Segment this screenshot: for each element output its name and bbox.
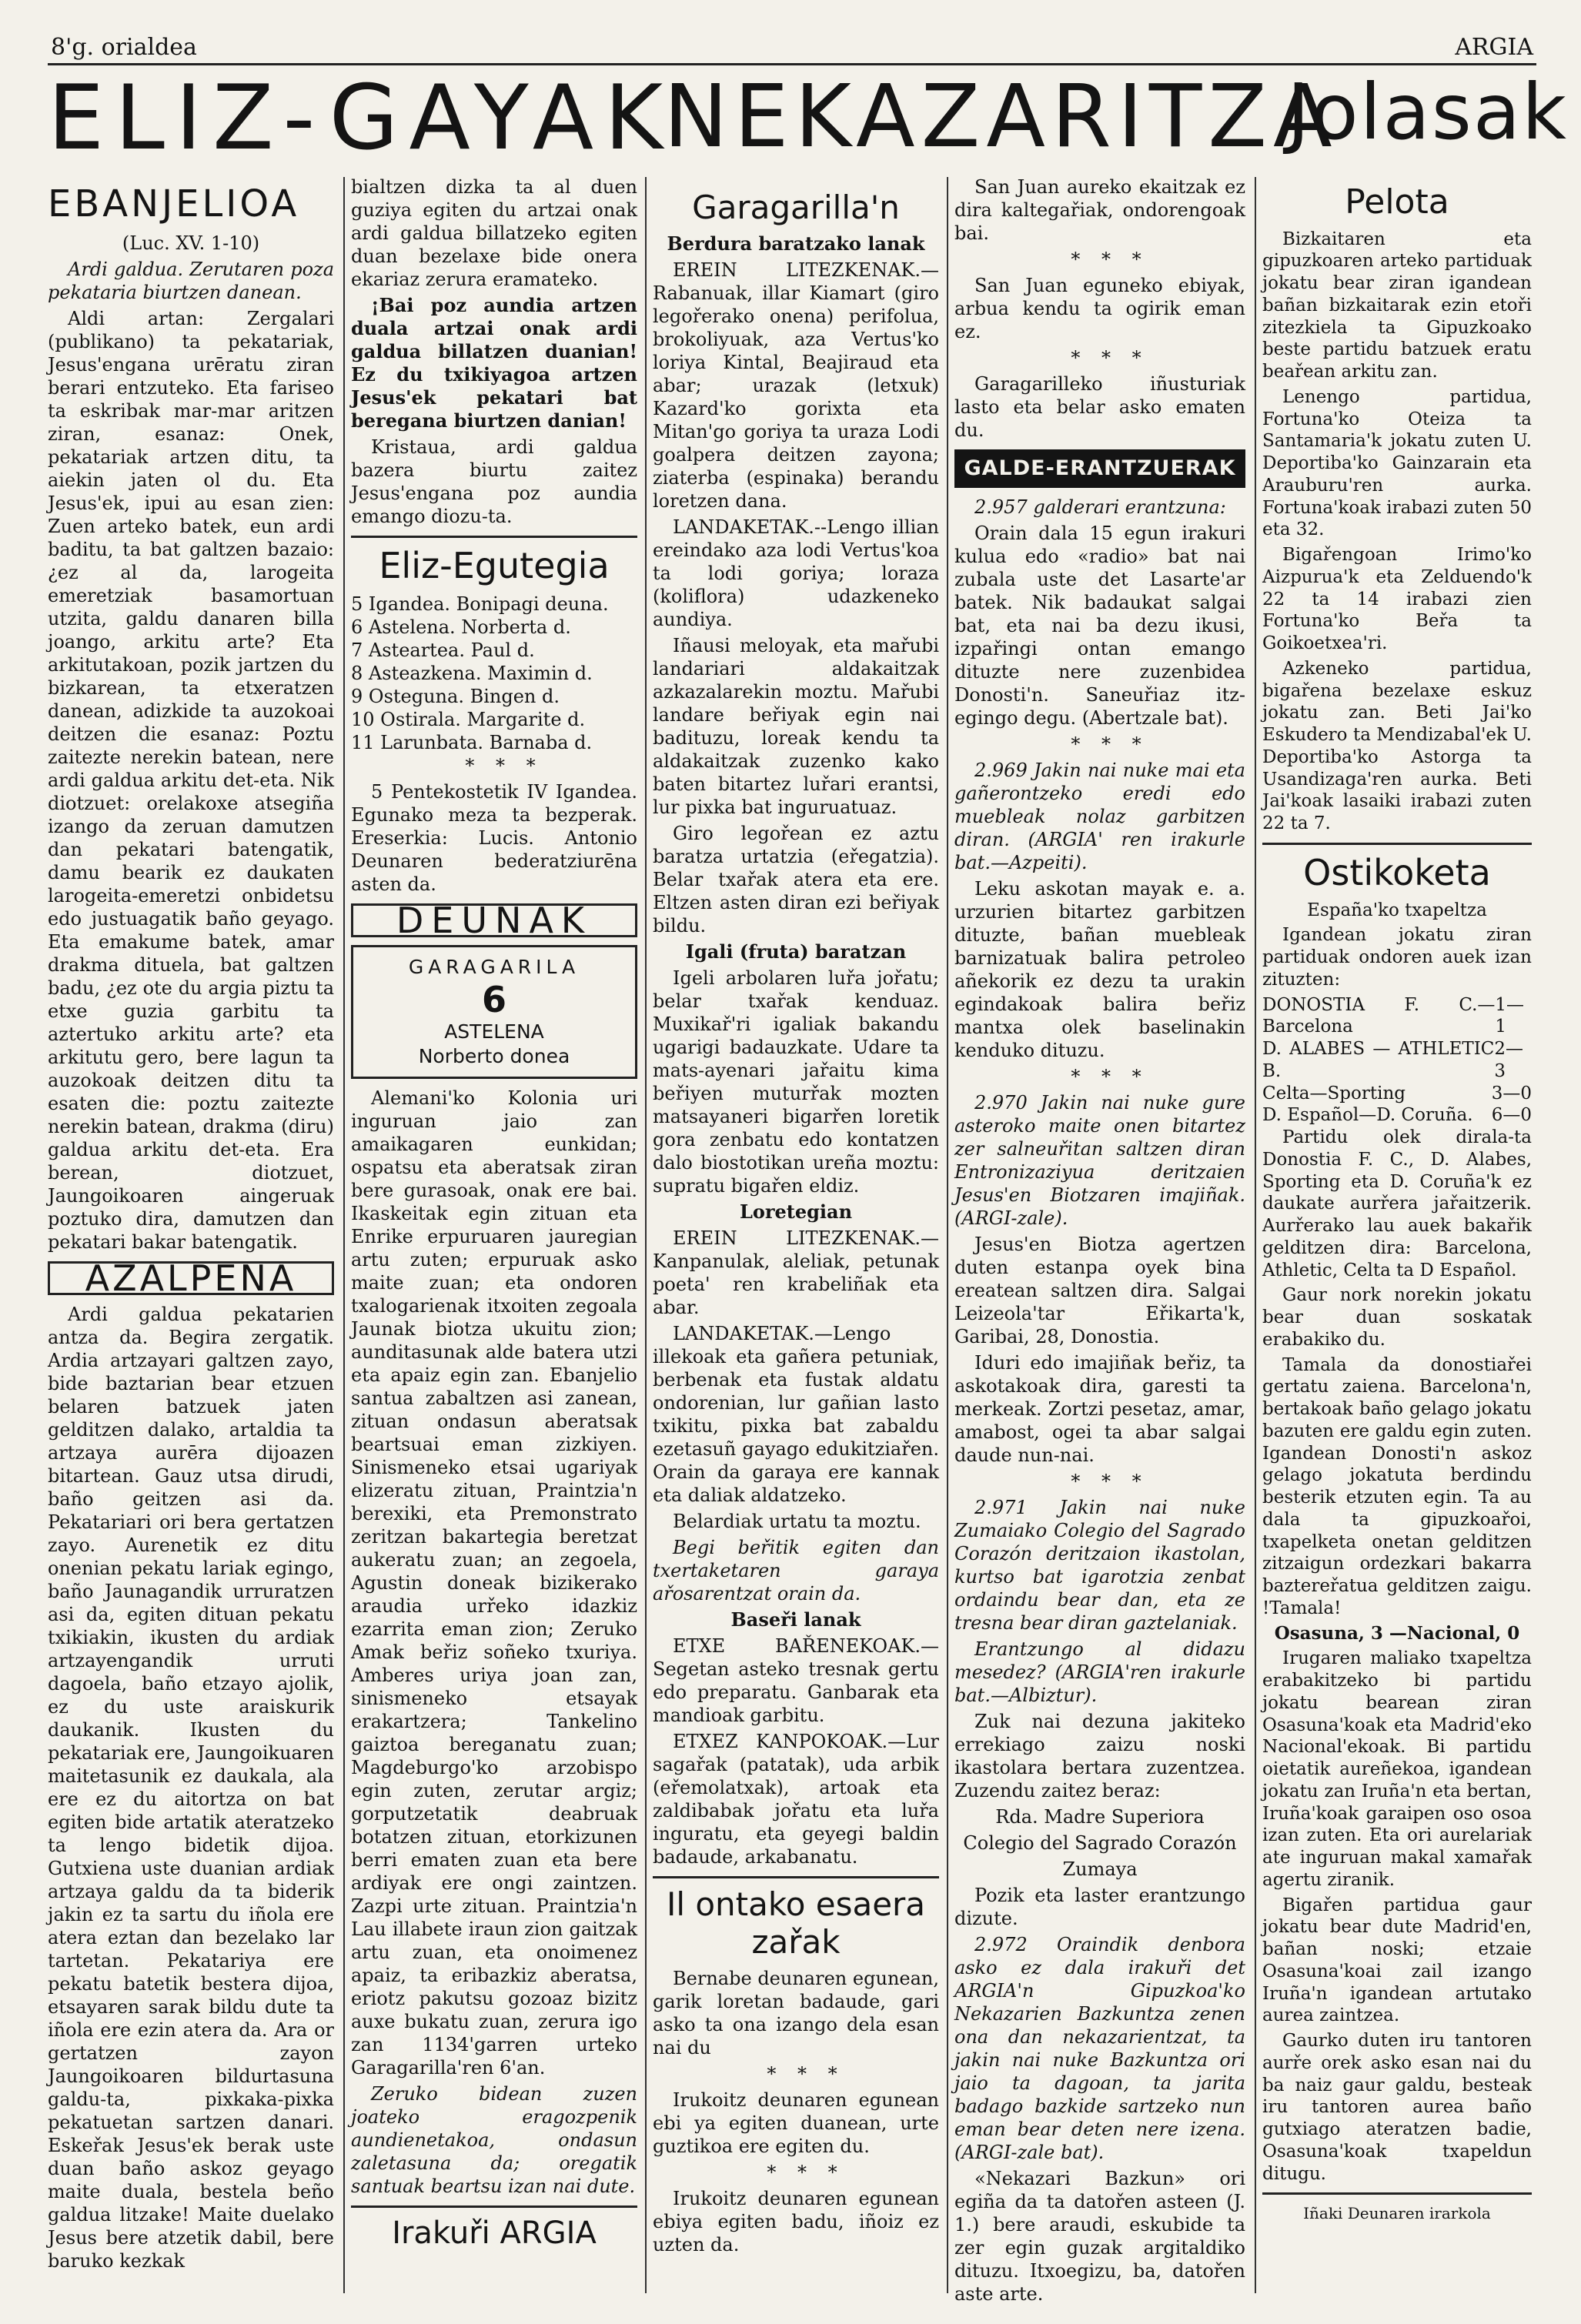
osasuna-heading: Osasuna, 3 —Nacional, 0 [1274,1622,1520,1644]
col3-text-5: Igeli arbolaren luřa jořatu; belar txařak kenduaz. Muxikař'ri igaliak bakandu ugarigi badauzkate. Udare ta mats-ayenari jařaitu kima beřiyen muturřak mozten matsayaneri bigarřen loretik gora zenbatu edo kontatzen dalo biostotikan ureña moztu: supratu bigařen eldiz. [653,967,939,1197]
date-day: 6 [481,978,506,1020]
question: 2.957 galderari erantzuna: [974,496,1226,518]
col3-text-6: EREIN LITEZKENAK.—Kanpanulak, aleliak, petunak poeta' ren krabeliñak eta abar. [653,1227,939,1319]
col4-text-2: San Juan eguneko ebiyak, arbua kendu ta ogirik eman ez. [954,275,1245,342]
answer: Orain dala 15 egun irakuri kulua edo «radio» bat nai zubala uste det Lasarte'ar batek. Nik badaukat salgai bat, eta nai ba dezu ikusi, izpařingi ontan emango dituzte nere zuzenbidea Donosti'n. Saneuřiaz itz-egingo degu. (Abertzale bat). [954,523,1245,729]
score-row: D. Español—D. Coruña. 6—0 [1262,1105,1532,1126]
score-row: DONOSTIA F. C.—Barcelona 1—1 [1262,994,1525,1037]
col2-text-2: ¡Bai poz aundia artzen duala artzai onak ardi galdua billatzen duanian! Ez du txikiyagoa artzen Jesus'ek pekatari bat beregana biurtzen danian! [351,294,637,432]
col5-text-5: Igandean jokatu ziran partiduak ondoren auek izan zituzten: [1262,925,1532,990]
col5-text-2: Lenengo partidua, Fortuna'ko Oteiza ta Santamaria'k jokatu zuten U. Deportiba'ko Gainzarain eta Arauburu'ren aurka. Fortuna'koak irabazi zuten 50 eta 32. [1262,386,1532,540]
gospel-subtitle: Ardi galdua. Zerutaren poza pekataria biurtzen danean. [48,259,334,304]
section-heading: Berdura baratzako lanak [667,232,925,255]
column-5 [1262,175,1532,2228]
answer: Jesus'en Biotza agertzen duten estanpa oyek bina ereatean saltzen dira. Salgai Leizeola'tar Eřikarta'k, Garibai, 28, Donostia. [954,1234,1245,1347]
col5-text-10: Bigařen partidua gaur jokatu bear dute Madrid'en, bañan noski; etzaie Osasuna'koai zail izango Iruña'n igandean artutako aurea zaintzea. [1262,1895,1532,2026]
banner-jola: Jolasak [1287,67,1569,157]
col3-text-4: Giro legořean ez aztu baratza urtatzia (eřegatzia). Belar txařak atera eta ere. Eltzen asten diran ezi beřiyak bildu. [653,823,939,937]
col3-text-3: Iñausi meloyak, eta mařubi landariari aldakaitzak azkazalarekin moztu. Mařubi landare beřiyak egin nai badituzu, loreak kendu ta aldakaitzak zuzenko kako baten bitartez luřari erantsi, lur pixka bat inguruatuaz. [653,635,939,819]
stars-divider: * * * [1071,1471,1149,1492]
date-box [351,945,637,1079]
answer: Pozik eta laster erantzungo dizute. [954,1885,1245,1929]
calendar-item: 5 Igandea. Bonipagi deuna. [351,593,609,615]
calendar-item: 7 Asteartea. Paul d. [351,639,535,661]
calendar-item: 6 Astelena. Norberta d. [351,616,571,638]
col3-text-10: ETXE BAŘENEKOAK.—Segetan asteko tresnak gertu edo preparatu. Ganbarak eta mandioak garbitu. [653,1635,939,1727]
section-heading: Igali (fruta) baratzan [685,940,907,963]
score-row: D. ALABES — ATHLETIC B. 2—3 [1262,1039,1524,1081]
calendar-list [351,593,637,754]
col3-text-1: EREIN LITEZKENAK.—Rabanuak, illar Kiamart (giro legořerako onena) perifolua, brokoliyuak, aza Vertus'ko loriya Kintal, Beajiraud eta abar; urazak (letxuk) Kazard'ko gorixta eta Mitan'go goriya ta uraza Lodi goalpera deitzen zayona; ziaterba (espinaka) berandu loretzen dana. [653,259,939,513]
col5-text-6: Partidu olek dirala-ta Donostia F. C., D. Alabes, Sporting eta D. Coruña'k ez daukate aurřera jařaitzerik. Aurřerako lau auek bakařik gelditzen dira: Barcelona, Athletic, Celta ta D Español. [1262,1127,1532,1281]
column-rule-3 [947,177,948,2293]
question: Erantzungo al didazu mesedez? (ARGIA'ren irakurle bat.—Albiztur). [954,1638,1245,1706]
col3-text-13: Irukoitz deunaren egunean ebi ya egiten duanean, urte guztikoa ere egiten du. [653,2089,939,2157]
column-1 [48,175,334,2276]
rule [351,2205,637,2208]
irakuri-argia: Irakuři ARGIA [392,2215,597,2251]
calendar-item: 10 Ostirala. Margarite d. [351,708,586,730]
top-rule [48,63,1536,65]
col4-text-3: Garagarilleko iñusturiak lasto eta belar asko ematen du. [954,373,1245,441]
col5-text-7: Gaur nork norekin jokatu bear duan soskatak erabakiko du. [1262,1285,1532,1350]
pelota-title: Pelota [1345,182,1449,222]
calendar-item: 8 Asteazkena. Maximin d. [351,662,593,684]
rule [1262,843,1532,845]
column-rule-2 [645,177,647,2293]
stars-divider: * * * [1071,733,1149,755]
printer-sign: Iñaki Deunaren irarkola [1303,2204,1491,2223]
stars-divider: * * * [1071,249,1149,270]
date-saint: Norberto donea [418,1044,570,1067]
col3-text-14: Irukoitz deunaren egunean ebiya egiten badu, iñoiz ez uzten da. [653,2187,939,2256]
stars-divider: * * * [1071,1066,1149,1087]
answer: Leku askotan mayak e. a. urzurien bitartez garbitzen dituzte, bañan muebleak barnizatuak balira petroleo añekorik ez dezu ta urakin egindakoak balira beřiz mantxa olek baselinakin kenduko dituzu. [954,878,1245,1061]
column-rule-4 [1255,177,1256,2293]
rule [653,1876,939,1878]
azalpena-title: AZALPENA [48,1261,334,1295]
col3-text-2: LANDAKETAK.--Lengo illian ereindako aza lodi Vertus'koa ta lodi goriya; loraza (koliflora) udazkeneko aundiya. [653,516,939,631]
question: 2.969 Jakin nai nuke mai eta gañerontzeko eredi edo muebleak nolaz garbitzen diran. (ARGIA' ren irakurle bat.—Azpeiti). [954,760,1245,873]
col2-text-1: bialtzen dizka ta al duen guziya egiten du artzai onak ardi galdua billatzeko egiten duan bezelaxe bide onera ekariaz zerura eramateko. [351,176,637,290]
ostikoketa-subtitle: España'ko txapeltza [1307,900,1487,920]
col3-text-9: Begi beřitik egiten dan txertaketaren garaya ařosarentzat orain da. [653,1537,939,1605]
calendar-item: 9 Osteguna. Bingen d. [351,685,560,707]
col5-text-1: Bizkaitaren eta gipuzkoaren arteko partiduak jokatu bear ziran igandean bañan bizkaitarak ezin etoři zitezkiela ta Gipuzkoako beste partidu batzuek eratu beařean arkitu zan. [1262,229,1532,382]
banner-neka: NEKAZARITZA [663,67,1339,167]
stars-divider: * * * [1071,347,1149,369]
column-4 [954,175,1245,2309]
col3-text-12: Bernabe deunaren egunean, garik loretan badaude, gari asko ta ona izango dela esan nai du [653,1967,939,2059]
date-month: GARAGARILA [408,955,580,978]
address-line: Rda. Madre Superiora [995,1806,1205,1828]
stars-divider: * * * [767,2062,845,2085]
section-heading: Loretegian [739,1200,853,1224]
answer: Iduri edo imajiñak beřiz, ta askotakoak dira, garesti ta merkeak. Zortzi pesetaz, amar, amabost, ogei ta abar salgai daude nun-nai. [954,1352,1245,1466]
rule [351,536,637,538]
gospel-ref: (Luc. XV. 1-10) [122,232,260,255]
score-row: Celta—Sporting 3—0 [1262,1083,1532,1104]
calendar-title: Eliz-Egutegia [379,545,610,586]
question: 2.971 Jakin nai nuke Zumaiako Colegio del Sagrado Corazón deritzaion ikastolan, kurtso bat igarotzia zenbat ordaindu bear dan, eta ze tresna bear diran gaztelaniak. [954,1497,1245,1634]
question: 2.970 Jakin nai nuke gure asteroko maite onen bitartez zer salneuřitan saltzen diran Entronizaziyua deritzaien Jesus'en Biotzaren imajiñak. (ARGI-zale). [954,1092,1245,1229]
column-3 [653,175,939,2259]
stars-divider: * * * [465,754,543,776]
azalpena-text: Ardi galdua pekatarien antza da. Begira zergatik. Ardia artzayari galtzen zayo, bide baztarian bear etzuen belaren batzuek jaten gelditzen dalako, artaldia ta artzaya aurēra dijoazen bitartean. Gauz utsa dirudi, baño geitzen asi da. Pekatariari ori bera gertatzen zayo. Aurenetik ez ditu onenian pekatu lariak egingo, baño Jaunagandik urruratzen asi da, egiten dituan pekatu txikiakin, ikusten du ardiak artzayengandik urruti dagoela, baño etzayo ajolik, ez du uste araiskurik daukanik. Ikusten du pekatariak ere, Jaungoikuaren maitetasunik ez daukala, ala ere ez du aitortza on bat egiten bide artatik ateratzeko ta lengo bidetik dijoa. Gutxiena uste duanian ardiak artzaya galdu da ta biderik jakin ez ta sartu du iñola ere atera eztan dan bezelako lar tartetan. Pekatariya ere pekatu batetik bestera dijoa, etsayaren sarak bildu dute ta iñola ere ezin atera da. Ara or gertatzen zayon Jaungoikoaren bildurtasuna galdu-ta, pixkaka-pixka pekatuetan sartzen danari. Eskeřak Jesus'ek berak uste duan baño askoz geyago maite duala, bestela beño galdua litzake! Maite duelako Jesus bere atzetik dabil, bere baruko kezkak [48,1304,334,2272]
address-line: Colegio del Sagrado Corazón [963,1832,1237,1854]
calendar-item: 11 Larunbata. Barnaba d. [351,731,593,753]
answer: Zuk nai dezuna jakiteko errekiago zaizu noski ikastolara bertara zuzentzea. Zuzendu zaitez beraz: [954,1711,1245,1801]
banner-eliz: ELIZ-GAYAK [48,66,674,170]
col5-text-8: Tamala da donostiařei gertatu zaiena. Barcelona'n, bertakoak baño gelago jokatu bazuten ere galdu egin zuten. Igandean Donosti'n askoz gelago jokatuta berdindu besterik etzuten egin. Ta au dala ta gipuzkoařoi, txapelketa onetan gelditzen zitzaigun ordezkari bakarra baztereřatua gelditzen zaigu. !Tamala! [1262,1354,1532,1618]
col2-text-3: Kristaua, ardi galdua bazera biurtu zaitez Jesus'engana poz aundia emango diozu-ta. [351,436,637,527]
saint-quote: Zeruko bidean zuzen joateko eragozpenik aundienetakoa, ondasun zaletasuna da; oregatik santuak beartsu izan nai dute. [351,2082,637,2197]
col5-text-4: Azkeneko partidua, bigařena bezelaxe eskuz jokatu zan. Beti Jai'ko Eskudero ta Mendizabal'ek U. Deportiba'ko Astorga ta Usandizaga'ren aurka. Beti Jai'koak lasaiki irabazi zuten 22 ta 7. [1262,658,1532,834]
col3-text-7: LANDAKETAK.—Lengo illekoak eta gañera petuniak, berbenak eta fustak aldatu ondorenian, lur gañian lasto txikitu, pixka bat zabaldu ezetasuñ gayago edukitziařen. Orain da garaya ere kannak eta daliak aldatzeko. [653,1323,939,1507]
col5-text-9: Irugaren maliako txapeltza erabakitzeko bi partidu jokatu bearean ziran Osasuna'koak eta Madrid'eko Nacional'ekoak. Bi partidu oietatik aureñekoa, igandean jokatu zan Iruña'n eta bertan, Iruña'koak garaipen oso osoa izan zuten. Eta ori aurelariak ate inguruan makal xamařak agertu ziranik. [1262,1648,1532,1890]
saint-story: Alemani'ko Kolonia uri inguruan jaio zan amaikagaren eunkidan; ospatsu eta aberatsak ziran bere gurasoak, onak ere bai. Ikaskeitak egin zituan eta Enrike erpuruaren jauregian artu zuten; erpuruak asko maite zuan; eta ondoren txalogarienak itxoiten zegoala Jaunak biotza ukuitu zion; aunditasunak alde batera utzi eta apaiz egin zan. Ebanjelio santua zabaltzen asi zanean, zituan ondasun aberatsak beartsuai eman zizkiyen. Sinismeneko etsai ugariyak elizeratu zituan, Praintzia'n berexiki, eta Premonstrato zeritzan bakartegia beretzat aukeratu zuan; an zegoela, Agustin doneak bizikerako araudia urřeko idazkiz ezarrita eman zion; Zeruko Amak beřiz soñeko txuriya. Amberes uriya joan zan, sinismeneko etsayak erakartzera; Tankelino gaiztoa bereganatu zuan; Magdeburgo'ko arzobispo egin zuten, zerutar argiz; gorputzetatik deabruak botatzen zituan, etorkizunen berri ematen zuan eta bere ardiyak ere ongi zaintzen. Zazpi urte zituan. Praintzia'n Lau illabete iraun zion gaitzak artu zuan, eta onoimenez apaiz, ta eribazkiz aberatsa, eriotz pakutsu gozoaz bizitz auxe bukatu zuan, zerura igo zan 1134'garren urteko Garagarilla'ren 6'an. [351,1087,637,2079]
question: 2.972 Oraindik denbora asko ez dala irakuři det ARGIA'n Gipuzkoa'ko Nekazarien Bazkuntza zenen ona dan nekazarientzat, ta jakin nai nuke Bazkuntza ori jaio ta dagoan, ta jarita badago bazkide sartzeko nun eman bear deten nere izena. (ARGI-zale bat). [954,1934,1245,2163]
garagarilla-title: Garagarilla'n [692,189,900,226]
esaera-title: Il ontako esaera zařak [666,1885,926,1961]
col4-text-1: San Juan aureko ekaitzak ez dira kaltegařiak, ondorengoak bai. [954,176,1245,244]
paper-name: ARGIA [1455,34,1533,61]
column-rule-1 [343,177,345,2293]
answer: «Nekazari Bazkun» ori egiña da ta datořen asteen (J. 1.) bere araudi, eskubide ta zer egin guzak argitaldiko dituzu. Itxoegizu, ba, datořen aste arte. [954,2168,1245,2305]
col5-text-11: Gaurko duten iru tantoren aurře orek asko esan nai du ba naiz gaur galdu, besteak iru tantoren aurea baño gutxiago ateratzen badie, Osasuna'koak txapeldun ditugu. [1262,2031,1532,2184]
section-heading: Baseři lanak [730,1608,861,1631]
column-2 [351,175,637,2257]
galde-erantzuerak-banner: GALDE-ERANTZUERAK [954,449,1245,488]
col3-text-11: ETXEZ KANPOKOAK.—Lur sagařak (patatak), uda arbik (eřemolatxak), artoak eta zaldibabak jořatu eta luřa inguratu, eta geyegi baldin badaude, arkabanatu. [653,1731,939,1868]
rule [1262,2192,1532,2195]
address-line: Zumaya [1062,1858,1138,1880]
ebanjelioa-title: EBANJELIOA [48,182,300,225]
deunak-title: DEUNAK [351,903,637,937]
col3-text-8: Belardiak urtatu ta moztu. [673,1511,921,1533]
ostikoketa-title: Ostikoketa [1303,851,1491,893]
date-weekday: ASTELENA [444,1020,544,1043]
page-number: 8'g. orialdea [51,34,197,61]
score-list [1262,994,1532,1127]
col5-text-3: Bigařengoan Irimo'ko Aizpurua'k eta Zelduendo'k 22 ta 14 irabazi zien Fortuna'ko Beřa ta Goikoetxea'ri. [1262,545,1532,654]
col2-text-4: 5 Pentekostetik IV Igandea. Egunako meza ta bezperak. Ereserkia: Lucis. Antonio Deunaren bederatziurēna asten da. [351,780,637,895]
stars-divider: * * * [767,2161,845,2183]
gospel-text: Aldi artan: Zergalari (publikano) ta pekatariak, Jesus'engana urēratu ziran berari entzuteko. Eta fariseo ta eskribak mar-mar aritzen ziran, esanaz: Onek, pekatariak artzen ditu, ta aiekin jaten ol du. Eta Jesus'ek, ipui au esan zien: Zuen arteko batek, eun ardi baditu, ta bat galtzen bazaio: ¿ez al da, larogeita emeretziak basamortuan utzita, galdu danaren billa joango, arkitu arte? Eta arkitutakoan, pozik jartzen du bizkarean, ta etxeratzen danean, adizkide ta auzokoai deitzen die esanaz: Poztu zaitezte nerekin batean, nere ardi galdua arkitu det-eta. Nik diotzuet: orelakoxe atsegiña izango da zeruan damutzen dan pekatari batengatik, damu bearik ez daukaten larogeita-emeretzi onbidetsu edo justuagatik baño geyago. Eta emakume batek, amar drakma dituela, bat galtzen badu, ¿ez ote du argia piztu ta etxe guzia garbitu ta aztertuko arkitu arte? eta arkitutu gero, bere lagun ta auzokoak deitzen ditu ta esaten die: poztu zaitezte nerekin batean, drakma (diru) galdua arkitu det-eta. Era berean, diotzuet, Jaungoikoaren aingeruak poztuko dira, damutzen dan pekatari bakar batengatik. [48,308,334,1254]
